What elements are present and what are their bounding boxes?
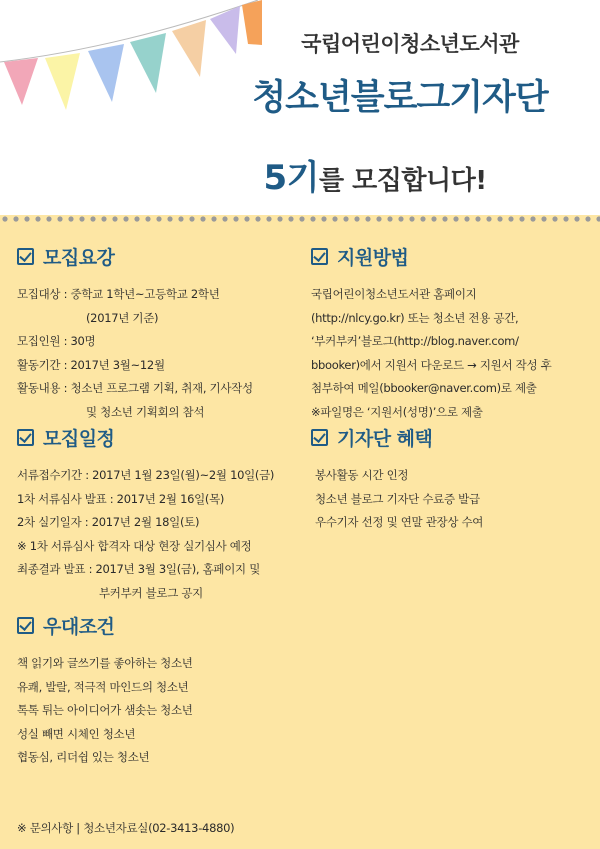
- checkbox-icon: [311, 248, 328, 265]
- bunting-flag: [130, 33, 166, 93]
- section-schedule: [17, 424, 274, 605]
- list-item: ※파일명은 ‘지원서(성명)’으로 제출: [311, 404, 483, 419]
- divider-dot: [211, 216, 216, 221]
- divider-dot: [2, 216, 7, 221]
- divider-dot: [233, 216, 238, 221]
- divider-dot: [354, 216, 359, 221]
- list-item: 활동내용 : 청소년 프로그램 기획, 취재, 기사작성: [17, 381, 253, 395]
- section-title: 기자단 혜택: [337, 428, 433, 450]
- contact-footer: ※ 문의사항 | 청소년자료실(02-3413-4880): [17, 821, 235, 835]
- divider-dot: [244, 216, 249, 221]
- divider-dot: [398, 216, 403, 221]
- checkbox-icon: [311, 429, 328, 446]
- list-item: 부커부커 블로그 공지: [99, 585, 203, 600]
- section-benefits: [311, 424, 483, 535]
- bunting-flag: [242, 0, 262, 45]
- divider-dot: [222, 216, 227, 221]
- section-title: 지원방법: [337, 247, 409, 269]
- list-item: 성실 빼면 시체인 청소년: [17, 726, 136, 741]
- bunting-flag: [4, 58, 38, 105]
- divider-dot: [420, 216, 425, 221]
- list-item: 모집인원 : 30명: [17, 334, 96, 348]
- divider-dot: [200, 216, 205, 221]
- bunting-flag: [45, 53, 80, 110]
- divider-dot: [585, 216, 590, 221]
- divider-dot: [530, 216, 535, 221]
- list-item: 우수기자 선정 및 연말 관장상 수여: [315, 515, 484, 529]
- divider-dot: [79, 216, 84, 221]
- divider-dot: [145, 216, 150, 221]
- divider-dot: [101, 216, 106, 221]
- divider-dot: [431, 216, 436, 221]
- list-item: 협동심, 리더쉽 있는 청소년: [17, 750, 150, 764]
- divider-dot: [189, 216, 194, 221]
- divider-dot: [497, 216, 502, 221]
- list-item: 톡톡 튀는 아이디어가 샘솟는 청소년: [17, 703, 193, 717]
- divider-dot: [519, 216, 524, 221]
- recruit-headline: [150, 150, 600, 199]
- list-item: 및 청소년 기획회의 참석: [86, 404, 205, 419]
- divider-dot: [288, 216, 293, 221]
- divider-dot: [24, 216, 29, 221]
- dotted-divider: [0, 215, 600, 223]
- divider-dot: [563, 216, 568, 221]
- list-item: 1차 서류심사 발표 : 2017년 2월 16일(목): [17, 491, 225, 506]
- divider-dot: [552, 216, 557, 221]
- divider-dot: [343, 216, 348, 221]
- list-item: (http://nlcy.go.kr) 또는 청소년 전용 공간,: [311, 310, 519, 325]
- section-title: 우대조건: [43, 616, 115, 638]
- section-apply: [311, 243, 551, 424]
- divider-dot: [255, 216, 260, 221]
- divider-dot: [266, 216, 271, 221]
- divider-dot: [310, 216, 315, 221]
- divider-dot: [134, 216, 139, 221]
- divider-dot: [596, 216, 600, 221]
- list-item: 서류접수기간 : 2017년 1월 23일(월)~2월 10일(금): [17, 468, 275, 482]
- checkbox-icon: [17, 429, 34, 446]
- list-item: 유쾌, 발랄, 적극적 마인드의 청소년: [17, 679, 189, 694]
- divider-dot: [112, 216, 117, 221]
- page-title: 청소년블로그기자단: [252, 78, 548, 118]
- divider-dot: [46, 216, 51, 221]
- list-item: (2017년 기준): [86, 310, 159, 325]
- divider-dot: [90, 216, 95, 221]
- list-item: 활동기간 : 2017년 3월~12월: [17, 357, 165, 372]
- divider-dot: [442, 216, 447, 221]
- divider-dot: [464, 216, 469, 221]
- bunting-flag: [172, 20, 206, 77]
- divider-dot: [321, 216, 326, 221]
- divider-dot: [299, 216, 304, 221]
- divider-dot: [475, 216, 480, 221]
- list-item: 모집대상 : 중학교 1학년~고등학교 2학년: [17, 287, 220, 301]
- list-item: 책 읽기와 글쓰기를 좋아하는 청소년: [17, 656, 193, 670]
- divider-dot: [541, 216, 546, 221]
- list-item: bbooker)에서 지원서 다운로드 → 지원서 작성 후: [311, 357, 552, 372]
- library-name: 국립어린이청소년도서관: [301, 32, 519, 56]
- section-title: 모집요강: [43, 247, 115, 269]
- divider-dot: [387, 216, 392, 221]
- recruit-text: 를 모집합니다!: [318, 166, 487, 196]
- divider-dot: [178, 216, 183, 221]
- list-item: 첨부하여 메일(bbooker@naver.com)로 제출: [311, 381, 537, 395]
- divider-dot: [68, 216, 73, 221]
- checkbox-icon: [17, 617, 34, 634]
- section-requirements: [17, 243, 253, 424]
- list-item: 봉사활동 시간 인정: [315, 468, 409, 482]
- divider-dot: [277, 216, 282, 221]
- divider-dot: [365, 216, 370, 221]
- divider-dot: [508, 216, 513, 221]
- section-title: 모집일정: [43, 428, 115, 450]
- divider-dot: [332, 216, 337, 221]
- divider-dot: [167, 216, 172, 221]
- divider-dot: [35, 216, 40, 221]
- divider-dot: [156, 216, 161, 221]
- recruit-number: 5기: [263, 158, 319, 198]
- list-item: 청소년 블로그 기자단 수료증 발급: [315, 491, 480, 506]
- list-item: 최종결과 발표 : 2017년 3월 3일(금), 홈페이지 및: [17, 562, 261, 576]
- bunting-flag: [210, 6, 240, 54]
- list-item: 2차 실기일자 : 2017년 2월 18일(토): [17, 515, 200, 529]
- divider-dot: [453, 216, 458, 221]
- list-item: 국립어린이청소년도서관 홈페이지: [311, 287, 477, 301]
- divider-dot: [13, 216, 18, 221]
- divider-dot: [486, 216, 491, 221]
- divider-dot: [574, 216, 579, 221]
- divider-dot: [376, 216, 381, 221]
- checkbox-icon: [17, 248, 34, 265]
- divider-dot: [123, 216, 128, 221]
- section-preference: [17, 612, 193, 770]
- divider-dot: [409, 216, 414, 221]
- list-item: ‘부커부커’블로그(http://blog.naver.com/: [311, 334, 519, 348]
- divider-dot: [57, 216, 62, 221]
- poster-header: [0, 0, 600, 215]
- bunting-flag: [88, 44, 124, 102]
- list-item: ※ 1차 서류심사 합격자 대상 현장 실기심사 예정: [17, 538, 252, 553]
